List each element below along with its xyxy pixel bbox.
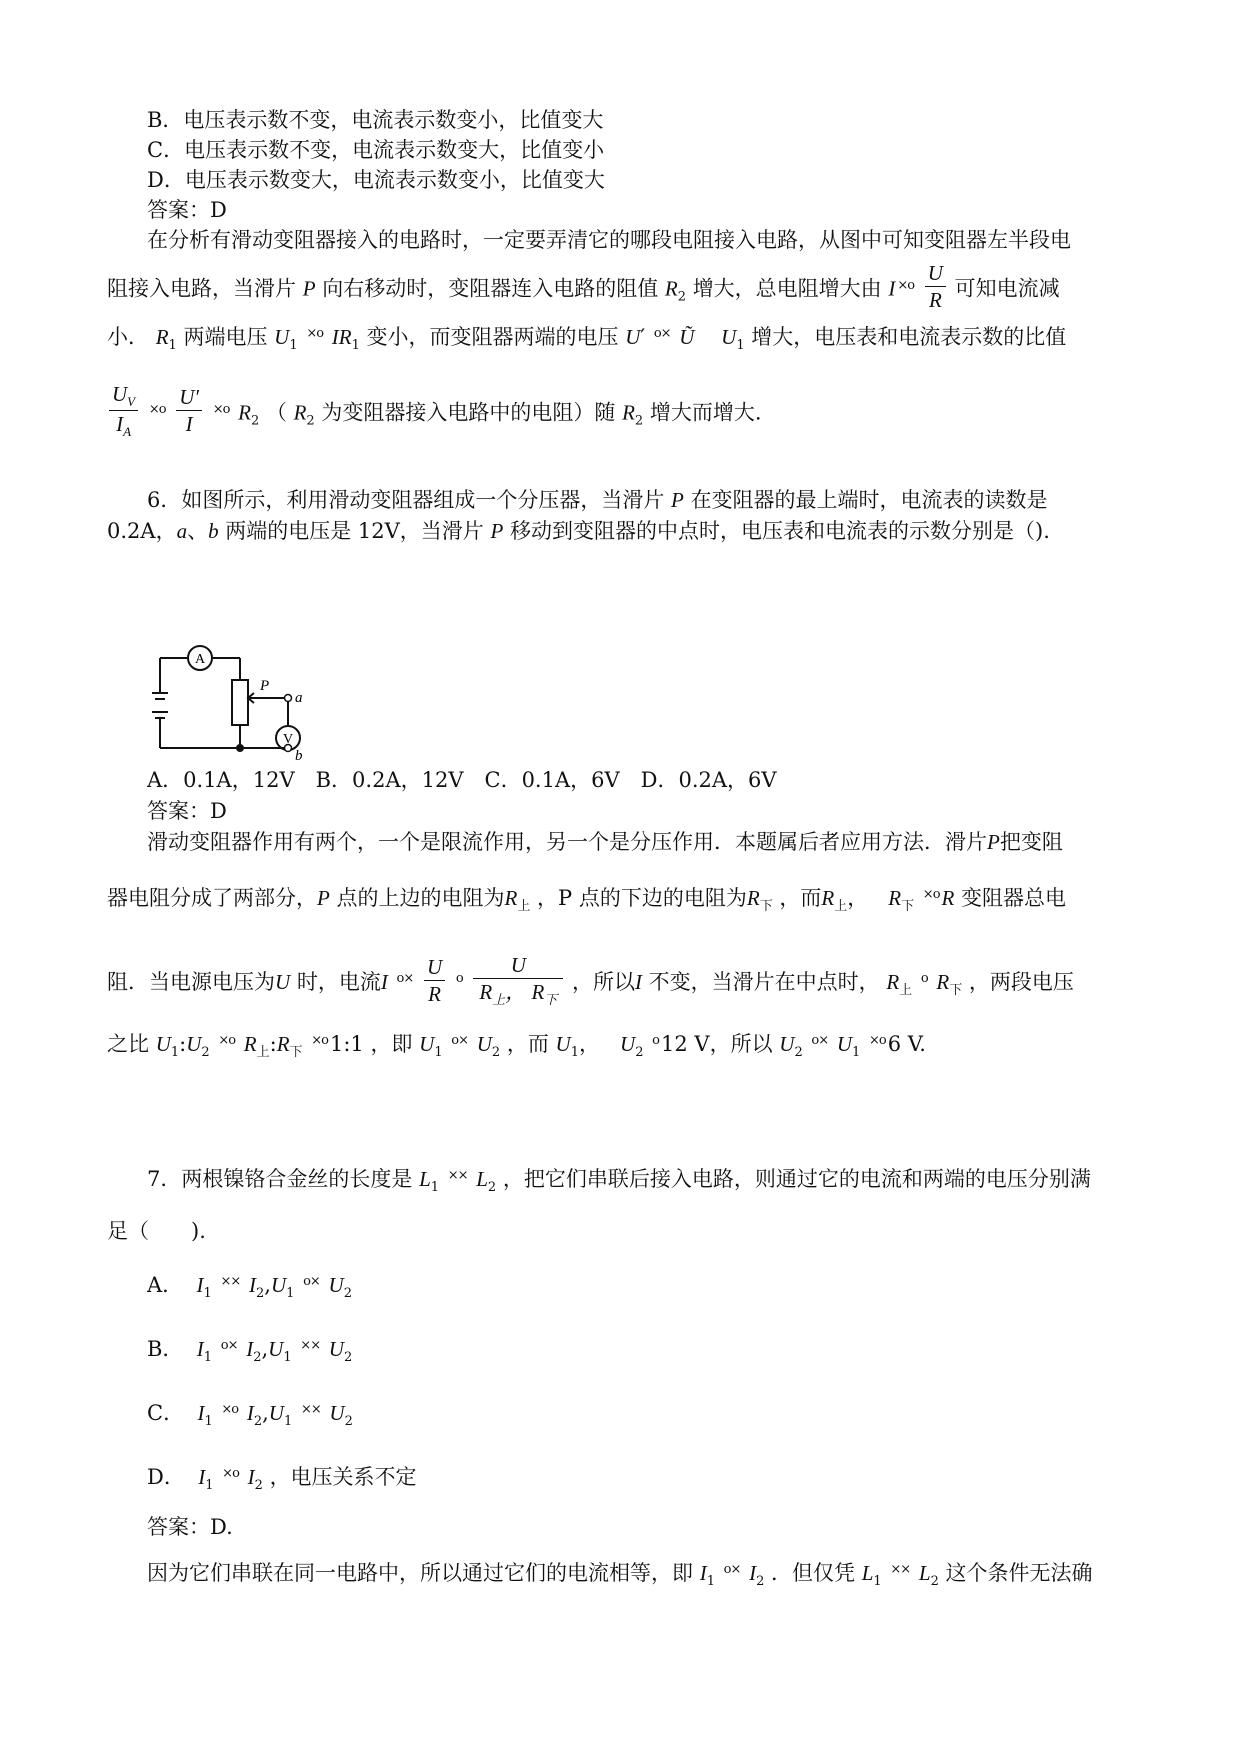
q5-option-d: D．电压表示数变大，电流表示数变小，比值变大 <box>147 168 605 192</box>
q6-explanation-3: 阻．当电源电压为U 时，电流I $^{o\times}$ $\frac{U}{R}$ $^o$ $\frac{U}{R_上, R_下}$ ，所以I 不变，当滑片在中点时， $R_上$ $^o$ $R_下$ ，两段电压 <box>107 953 1074 1007</box>
q6-explanation-2: 器电阻分成了两部分，P 点的上边的电阻为$R_上$ ，P 点的下边的电阻为$R_下$ ，而$R_上$， $R_下$ $^{\times o}$R 变阻器总电 <box>107 886 1067 914</box>
q5-answer: 答案：D <box>147 198 227 222</box>
q6-explanation-1: 滑动变阻器作用有两个，一个是限流作用，另一个是分压作用．本题属后者应用方法．滑片P把变阻 <box>147 830 1063 854</box>
ammeter-symbol: A <box>195 652 206 667</box>
q7-option-d: D． $I_1$ $^{\times o}$ $I_2$ ，电压关系不定 <box>147 1465 417 1493</box>
current-fraction: $\frac{U}{R}$ <box>424 957 445 1005</box>
q5-option-b: B．电压表示数不变，电流表示数变小，比值变大 <box>147 108 604 132</box>
slider-label: P <box>260 678 270 694</box>
q6-options: A．0.1A，12V B．0.2A，12V C．0.1A，6V D．0.2A，6V <box>147 768 777 792</box>
q6-explanation-4: 之比 $U_1:U_2$ $^{\times o}$ $R_上:R_下$ $^{\times o}$1:1 ，即 $U_1$ $^{o\times}$ $U_2$ ，而 $U_1$， $U_2$ $^o$12 V，所以 $U_2$ $^{o\times}$ $U_1$ $^{\times o}$6 V. <box>107 1032 926 1060</box>
q6-stem-2: 0.2A，a、b 两端的电压是 12V，当滑片 P 移动到变阻器的中点时，电压表和电流表的示数分别是（). <box>107 519 1050 543</box>
q6-answer: 答案：D <box>147 799 227 823</box>
q5-explanation-4: $\frac{U_V}{I_A}$ $^{\times o}$ $\frac{U'}{I}$ $^{\times o}$ $R_2$ （ $R_2$ 为变阻器接入电路中的电阻）随 $R_2$ 增大而增大. <box>107 387 762 441</box>
voltage-divider-circuit-diagram <box>150 638 350 763</box>
ohms-law-fraction: $\frac{U}{R}$ <box>925 263 946 311</box>
q7-stem-1: 7．两根镍铬合金丝的长度是 $L_1$ ×× $L_2$ ，把它们串联后接入电路，则通过它的电流和两端的电压分别满 <box>147 1167 1091 1195</box>
q7-option-b: B． $I_1$ $^{o\times}$ $I_2,U_1$ ×× $U_2$ <box>147 1337 353 1365</box>
q6-stem-1: 6．如图所示，利用滑动变阻器组成一个分压器，当滑片 P 在变阻器的最上端时，电流表的读数是 <box>147 488 1048 512</box>
q5-explanation-3: 小． $R_1$ 两端电压 $U_1$ $^{\times o}$ $IR_1$ 变小，而变阻器两端的电压 U′ $^{o\times}$ Ũ $U_1$ 增大，电压表和电流表示数的比值 <box>107 325 1067 353</box>
prime-ratio: $\frac{U'}{I}$ <box>176 387 202 435</box>
terminal-a-label: a <box>295 690 303 706</box>
q7-option-c: C． $I_1$ $^{\times o}$ $I_2,U_1$ ×× $U_2$ <box>147 1401 353 1429</box>
q7-answer: 答案：D. <box>147 1515 233 1539</box>
q7-stem-2: 足（ ). <box>107 1219 206 1243</box>
voltage-current-ratio: $\frac{U_V}{I_A}$ <box>109 384 138 438</box>
q5-explanation-1: 在分析有滑动变阻器接入的电路时，一定要弄清它的哪段电阻接入电路，从图中可知变阻器左半段电 <box>147 228 1071 252</box>
q7-option-a: A． $I_1$ ×× $I_2,U_1$ $^{o\times}$ $U_2$ <box>147 1273 352 1301</box>
voltmeter-symbol: V <box>283 732 294 747</box>
q5-explanation-2: 阻接入电路，当滑片 P 向右移动时，变阻器连入电路的阻值 $R_2$ 增大，总电阻增大由 I $^{\times o}$ $\frac{U}{R}$ 可知电流减 <box>107 261 1060 312</box>
q7-explanation: 因为它们串联在同一电路中，所以通过它们的电流相等，即 $I_1$ $^{o\times}$ $I_2$ ．但仅凭 $L_1$ ×× $L_2$ 这个条件无法确 <box>147 1561 1093 1589</box>
terminal-b-label: b <box>295 748 303 763</box>
series-resistance-fraction: $\frac{U}{R_上, R_下}$ <box>473 955 563 1006</box>
q5-option-c: C．电压表示数不变，电流表示数变大，比值变小 <box>147 138 605 162</box>
